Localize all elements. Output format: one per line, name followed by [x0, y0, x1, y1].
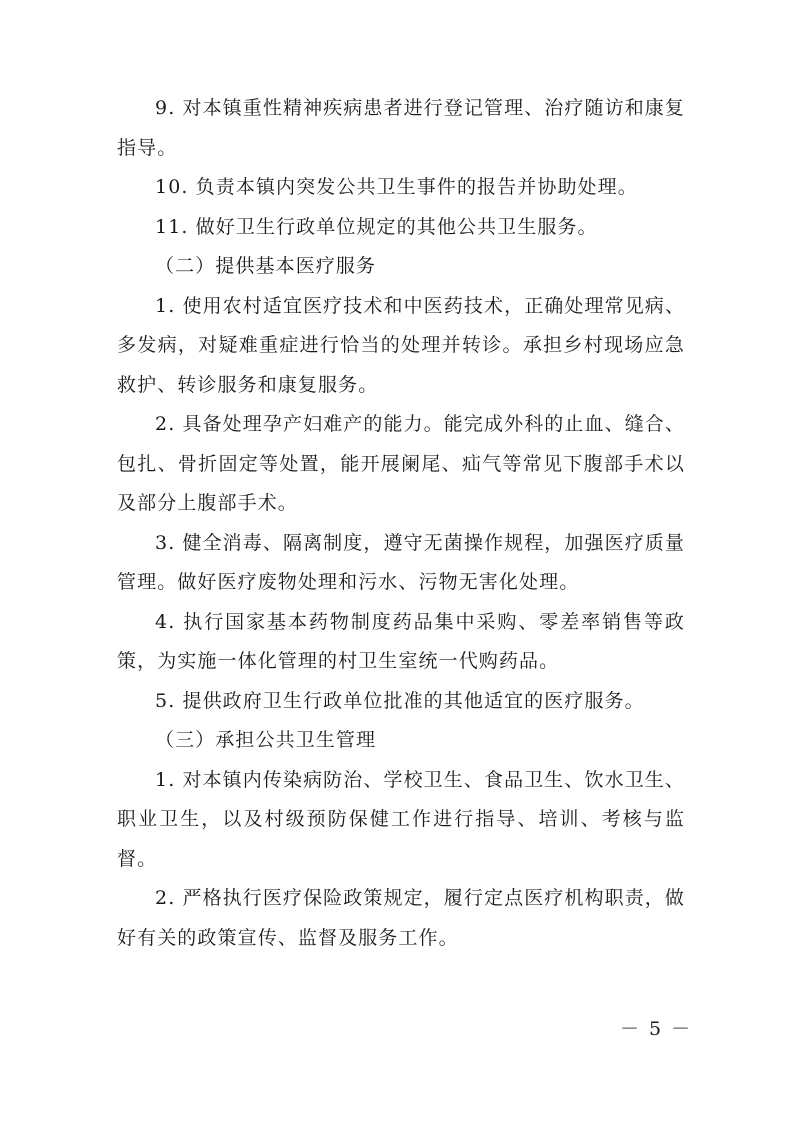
paragraph-medical-4: 4. 执行国家基本药物制度药品集中采购、零差率销售等政策，为实施一体化管理的村卫生室统一代购药品。 [117, 610, 685, 672]
paragraph-item-11: 11. 做好卫生行政单位规定的其他公共卫生服务。 [155, 215, 598, 238]
section-heading-public-health-management: （三）承担公共卫生管理 [155, 729, 377, 751]
paragraph-medical-2: 2. 具备处理孕产妇难产的能力。能完成外科的止血、缝合、包扎、骨折固定等处置，能开展阑尾、疝气等常见下腹部手术以及部分上腹部手术。 [117, 413, 685, 514]
paragraph-item-9: 9. 对本镇重性精神疾病患者进行登记管理、治疗随访和康复指导。 [117, 97, 685, 159]
section-heading-basic-medical: （二）提供基本医疗服务 [155, 255, 377, 277]
paragraph-management-2: 2. 严格执行医疗保险政策规定，履行定点医疗机构职责，做好有关的政策宣传、监督及服务工作。 [117, 887, 685, 949]
paragraph-medical-3: 3. 健全消毒、隔离制度，遵守无菌操作规程，加强医疗质量管理。做好医疗废物处理和污水、污物无害化处理。 [117, 531, 685, 593]
page-number: － 5 － [620, 1018, 693, 1040]
paragraph-item-10: 10. 负责本镇内突发公共卫生事件的报告并协助处理。 [155, 176, 638, 198]
paragraph-medical-1: 1. 使用农村适宜医疗技术和中医药技术，正确处理常见病、多发病，对疑难重症进行恰当的处理并转诊。承担乡村现场应急救护、转诊服务和康复服务。 [117, 294, 685, 396]
paragraph-management-1: 1. 对本镇内传染病防治、学校卫生、食品卫生、饮水卫生、职业卫生，以及村级预防保健工作进行指导、培训、考核与监督。 [117, 768, 685, 870]
document-body [117, 89, 685, 958]
paragraph-medical-5: 5. 提供政府卫生行政单位批准的其他适宜的医疗服务。 [155, 689, 645, 712]
